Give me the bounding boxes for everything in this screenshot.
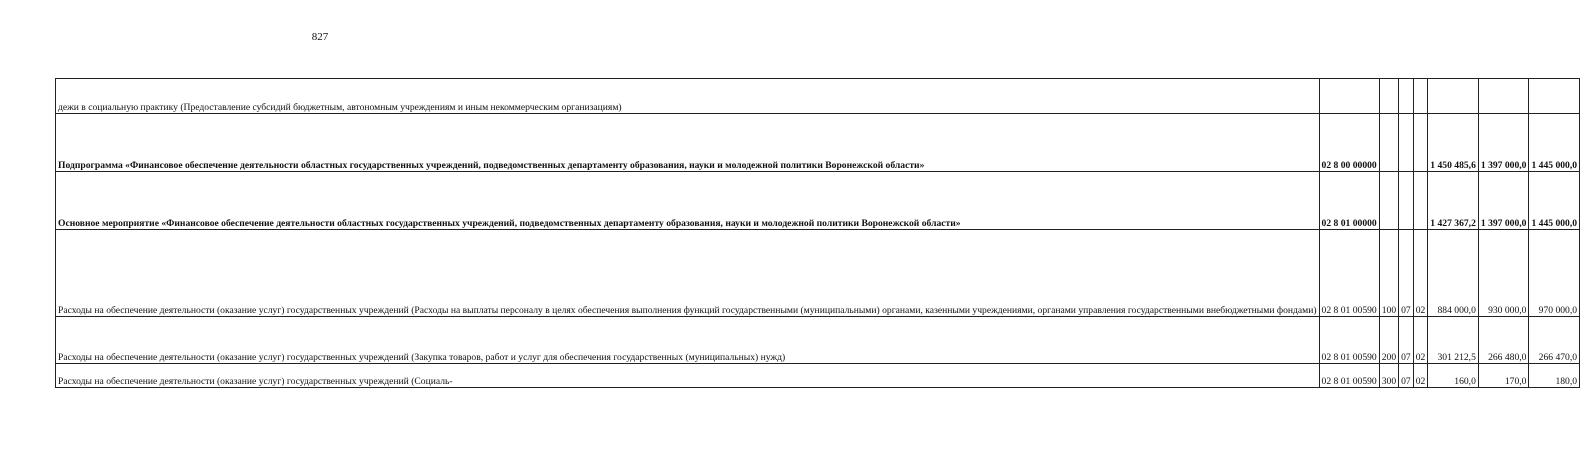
table-row	[56, 230, 1580, 317]
subsection-cell: 02	[1413, 230, 1428, 317]
amount-year2-cell: 266 480,0	[1478, 317, 1529, 364]
table-row	[56, 317, 1580, 364]
row-description: Расходы на обеспечение деятельности (оказание услуг) государственных учреждений (Закупка товаров, работ и услуг для обеспечения государственных (муниципальных) нужд)	[56, 317, 1320, 364]
amount-year3-cell: 266 470,0	[1529, 317, 1580, 364]
row-description: Расходы на обеспечение деятельности (оказание услуг) государственных учреждений (Расходы на выплаты персоналу в целях обеспечения выполнения функций государственными (муниципальными) органами, казенными учреждениями, органами управления государственными внебюджетными фондами)	[56, 230, 1320, 317]
expense-type-cell	[1379, 79, 1398, 114]
amount-year2-cell	[1478, 79, 1529, 114]
budget-table	[55, 78, 1580, 388]
subsection-cell	[1413, 114, 1428, 172]
table-row	[56, 79, 1580, 114]
row-description: Основное мероприятие «Финансовое обеспечение деятельности областных государственных учреждений, подведомственных департаменту образования, науки и молодежной политики Воронежской области»	[56, 172, 1320, 230]
table-row	[56, 364, 1580, 388]
section-cell: 07	[1399, 230, 1414, 317]
target-code-cell: 02 8 01 00000	[1319, 172, 1379, 230]
section-cell	[1399, 172, 1414, 230]
amount-year3-cell: 1 445 000,0	[1529, 114, 1580, 172]
subsection-cell	[1413, 79, 1428, 114]
amount-year1-cell: 160,0	[1428, 364, 1479, 388]
amount-year1-cell: 1 450 485,6	[1428, 114, 1479, 172]
amount-year2-cell: 1 397 000,0	[1478, 172, 1529, 230]
target-code-cell: 02 8 00 00000	[1319, 114, 1379, 172]
amount-year2-cell: 1 397 000,0	[1478, 114, 1529, 172]
amount-year1-cell: 1 427 367,2	[1428, 172, 1479, 230]
amount-year3-cell	[1529, 79, 1580, 114]
expense-type-cell	[1379, 172, 1398, 230]
amount-year3-cell: 970 000,0	[1529, 230, 1580, 317]
amount-year3-cell: 180,0	[1529, 364, 1580, 388]
subsection-cell: 02	[1413, 317, 1428, 364]
subsection-cell: 02	[1413, 364, 1428, 388]
section-cell	[1399, 79, 1414, 114]
table-row	[56, 114, 1580, 172]
target-code-cell	[1319, 79, 1379, 114]
table-row	[56, 172, 1580, 230]
section-cell: 07	[1399, 317, 1414, 364]
page-number: 827	[311, 31, 329, 43]
section-cell: 07	[1399, 364, 1414, 388]
amount-year2-cell: 170,0	[1478, 364, 1529, 388]
target-code-cell: 02 8 01 00590	[1319, 364, 1379, 388]
amount-year2-cell: 930 000,0	[1478, 230, 1529, 317]
expense-type-cell: 100	[1379, 230, 1398, 317]
row-description: Подпрограмма «Финансовое обеспечение деятельности областных государственных учреждений, подведомственных департаменту образования, науки и молодежной политики Воронежской области»	[56, 114, 1320, 172]
expense-type-cell	[1379, 114, 1398, 172]
section-cell	[1399, 114, 1414, 172]
subsection-cell	[1413, 172, 1428, 230]
row-description: Расходы на обеспечение деятельности (оказание услуг) государственных учреждений (Социаль-	[56, 364, 1320, 388]
expense-type-cell: 300	[1379, 364, 1398, 388]
amount-year1-cell: 301 212,5	[1428, 317, 1479, 364]
target-code-cell: 02 8 01 00590	[1319, 230, 1379, 317]
amount-year1-cell	[1428, 79, 1479, 114]
expense-type-cell: 200	[1379, 317, 1398, 364]
target-code-cell: 02 8 01 00590	[1319, 317, 1379, 364]
amount-year1-cell: 884 000,0	[1428, 230, 1479, 317]
row-description: дежи в социальную практику (Предоставление субсидий бюджетным, автономным учреждениям и иным некоммерческим организациям)	[56, 79, 1320, 114]
amount-year3-cell: 1 445 000,0	[1529, 172, 1580, 230]
